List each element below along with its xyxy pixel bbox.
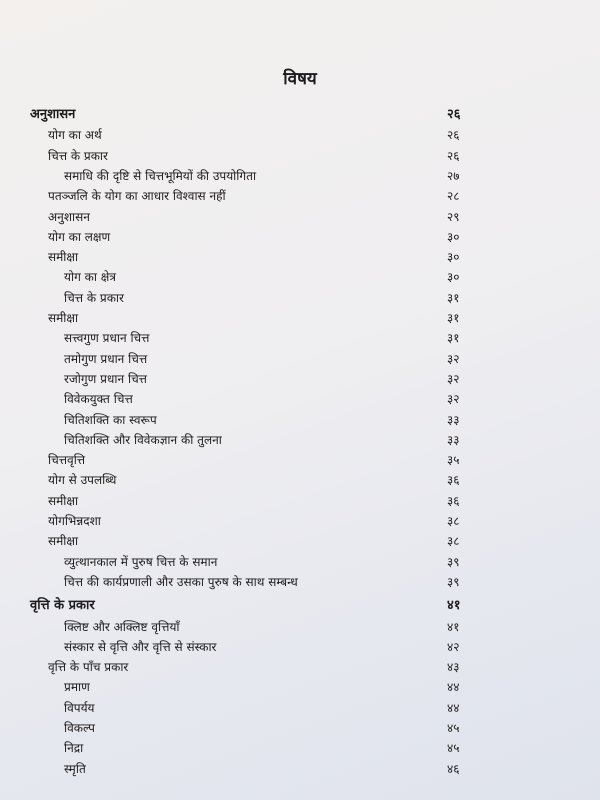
toc-entry-title: समीक्षा [48,311,79,325]
toc-entry [0,450,600,470]
toc-entry-title: विपर्यय [64,700,95,715]
toc-entry-title: चित्त की कार्यप्रणाली और उसका पुरुष के साथ सम्बन्ध [64,574,298,589]
toc-entry-title: समीक्षा [48,250,79,265]
toc-entry-page-number: ३३ [447,432,460,447]
toc-entry [0,718,600,738]
toc-entry [0,328,600,348]
toc-entry-page-number: ३० [447,270,460,285]
toc-entry-page-number: ३१ [447,331,460,346]
toc-entry-page-number: २८ [447,189,460,204]
toc-entry-page-number: २६ [447,148,460,163]
toc-entry [0,637,600,657]
toc-entry-title: पतञ्जलि के योग का आधार विश्वास नहीं [48,189,226,204]
toc-entry-title: योग का अर्थ [48,128,102,143]
toc-entry-title: तमोगुण प्रधान चित्त [64,351,148,366]
toc-entry-title: संस्कार से वृत्ति और वृत्ति से संस्कार [64,639,217,654]
toc-entry-page-number: ३२ [447,392,460,407]
toc-entry [0,552,600,572]
toc-entry [0,531,600,551]
toc-entry-page-number: ४६ [447,761,460,776]
toc-entry-page-number: ३९ [447,574,460,589]
toc-entry-page-number: ३२ [447,371,460,386]
toc-entry [0,617,600,637]
toc-entry-title: योगभिन्नदशा [48,514,101,528]
toc-entry [0,572,600,592]
toc-entry-title: प्रमाण [64,680,90,695]
toc-entry-page-number: २६ [447,128,460,143]
toc-entry-page-number: ४३ [447,660,460,675]
toc-entry-title: वृत्ति के प्रकार [30,598,95,614]
toc-entry-title: चितिशक्ति का स्वरूप [64,412,157,427]
toc-entry [0,759,600,779]
toc-entry-title: चित्तवृत्ति [48,453,86,468]
toc-entry [0,369,600,389]
toc-entry-title: चित्त के प्रकार [48,148,108,163]
toc-entry-page-number: ४२ [447,639,460,654]
toc-entry-page-number: ३२ [447,351,460,366]
toc-entry-page-number: ३३ [447,412,460,427]
toc-entry [0,389,600,409]
toc-entry-page-number: २९ [447,209,460,224]
toc-entry [0,125,600,145]
toc-entry-title: चित्त के प्रकार [64,290,124,305]
toc-entry [0,166,600,186]
toc-entry-title: व्युत्थानकाल में पुरुष चित्त के समान [64,554,218,569]
toc-entry-title: स्मृति [64,761,86,776]
toc-entry [0,677,600,697]
toc-entry [0,470,600,490]
toc-entry-title: चितिशक्ति और विवेकज्ञान की तुलना [64,432,222,447]
toc-entry [0,491,600,511]
toc-entry-page-number: ३१ [447,290,460,305]
toc-entry-page-number: ३० [447,229,460,244]
toc-entry-page-number: ३० [447,250,460,265]
toc-entry-title: योग का क्षेत्र [64,270,117,285]
toc-entry-page-number: ३८ [447,534,460,549]
toc-entry-title: अनुशासन [30,107,76,122]
toc-entry-title: समीक्षा [48,534,79,549]
toc-entry-title: सत्त्वगुण प्रधान चित्त [64,331,150,346]
toc-entry [0,657,600,677]
toc-entry [0,430,600,450]
toc-entry [0,410,600,430]
toc-entry [0,146,600,166]
toc-entry-title: निद्रा [64,741,84,756]
toc-entry-page-number: ४१ [447,598,461,614]
toc-entry-page-number: ४४ [447,700,460,715]
page-title: विषय [283,69,317,89]
toc-entry-title: विवेकयुक्त चित्त [64,392,133,407]
toc-entry [0,267,600,287]
toc-entry [0,227,600,247]
toc-entry-title: रजोगुण प्रधान चित्त [64,371,147,386]
toc-entry [0,511,600,531]
toc-entry-title: विकल्प [64,721,95,735]
toc-entry-page-number: ३६ [447,473,460,488]
toc-entry [0,738,600,758]
toc-entry [0,186,600,206]
toc-entry-page-number: ३१ [447,311,460,325]
toc-entry [0,288,600,308]
toc-entry-page-number: ४५ [447,741,460,756]
toc-entry-title: समाधि की दृष्टि से चित्तभूमियों की उपयोगिता [64,168,257,183]
toc-entry-page-number: ४४ [447,680,460,695]
toc-entry-title: समीक्षा [48,493,79,508]
toc-entry-page-number: २७ [447,168,460,183]
toc-entry-page-number: ३६ [447,493,460,508]
toc-entry [0,247,600,267]
toc-entry [0,349,600,369]
toc-entry-title: क्लिष्ट और अक्लिष्ट वृत्तियाँ [64,619,180,634]
toc-entry-page-number: ४५ [447,721,460,735]
toc-entry [0,105,600,125]
toc-entry-page-number: २६ [447,107,461,122]
toc-entry [0,308,600,328]
toc-entry-page-number: ४१ [447,619,460,634]
toc-entry [0,698,600,718]
toc-entry [0,207,600,227]
toc-entry-title: योग से उपलब्धि [48,473,117,488]
toc-entry-page-number: ३९ [447,554,460,569]
toc-entry-page-number: ३८ [447,514,460,528]
toc-entry-title: वृत्ति के पाँच प्रकार [48,660,129,675]
toc-entry-title: अनुशासन [48,209,90,224]
toc-entry-page-number: ३५ [447,453,460,468]
toc-entry [0,596,600,616]
toc-entry-title: योग का लक्षण [48,229,111,244]
